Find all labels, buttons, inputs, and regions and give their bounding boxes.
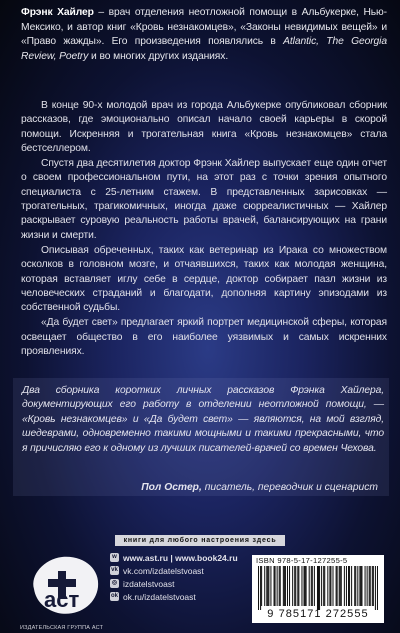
barcode-digits: 9 785171 272555 bbox=[267, 608, 369, 620]
isbn-barcode bbox=[252, 555, 384, 623]
bio-tail: и во многих других изданиях. bbox=[88, 50, 229, 62]
instagram-icon: ◎ bbox=[111, 580, 118, 586]
book-description bbox=[21, 99, 387, 360]
barcode-bars bbox=[258, 566, 378, 610]
vk-row bbox=[110, 564, 238, 577]
vk-link[interactable]: vk.com/izdatelstvoast bbox=[123, 565, 204, 576]
bio-text: – врач отделения неотложной помощи в Альбукерке, Нью-Мексико, и автор книг «Кровь незнакомцев», «Законы невидимых вещей» и «Право жажды». Его произведения появлялись в bbox=[21, 7, 387, 48]
sites-link[interactable]: www.ast.ru | www.book24.ru bbox=[123, 552, 238, 563]
review-quote: Два сборника коротких личных рассказов Фрэнка Хайлера, документирующих его работу в отделении неотложной помощи, — «Кровь незнакомцев» и «Да будет свет» — являются, на мой взгляд, шедеврами, одновременно такими мощными и такими прекрасными, что я причисляю его к одному из лучших писателей-врачей со времен Чехова. bbox=[22, 385, 384, 454]
instagram-row bbox=[110, 577, 238, 590]
ok-icon: ok bbox=[110, 593, 118, 599]
publisher-links bbox=[110, 551, 238, 603]
vk-icon: vk bbox=[111, 567, 118, 573]
quote-attribution bbox=[141, 482, 378, 493]
description-paragraph: «Да будет свет» предлагает яркий портрет медицинской сферы, которая освещает общество в его наиболее уязвимых и самых искренних проявлениях. bbox=[21, 317, 387, 358]
ok-link[interactable]: ok.ru/izdatelstvoast bbox=[123, 591, 196, 602]
publisher-name: ИЗДАТЕЛЬСКАЯ ГРУППА АСТ bbox=[20, 625, 104, 631]
sites-row bbox=[110, 551, 238, 564]
author-bio bbox=[21, 6, 387, 64]
bio-publications: Atlantic, The Georgia Review, Poetry bbox=[21, 36, 387, 62]
author-name: Фрэнк Хайлер bbox=[21, 7, 94, 18]
description-paragraph: Описывая обреченных, таких как ветеринар из Ирака со множеством осколков в головном мозге, и отчаявшихся, таких как молодая женщина, которая вставляет иглу себе в сердце, доктор собирает пазл жизни из человеческих страданий и благодати, дополняя картину эпизодами из собственной судьбы. bbox=[21, 244, 387, 314]
description-paragraph: Спустя два десятилетия доктор Фрэнк Хайлер выпускает еще один отчет о своем профессиональном пути, на этот раз с точки зрения опытного специалиста с 25-летним стажем. В представленных зарисовках — трогательных, трагикомичных, иногда даже сюрреалистичных — Хайлер раскрывает суровую реальность работы врачей, балансирующих на грани жизни и смерти. bbox=[21, 158, 387, 241]
logo-text: аст bbox=[44, 587, 80, 612]
quote-author-name: Пол Остер, bbox=[141, 482, 202, 493]
description-paragraph: В конце 90-х молодой врач из города Альбукерке опубликовал сборник рассказов, где эмоционально описал начало своей карьеры в скорой помощи. Искренняя и трогательная книга «Кровь незнакомцев» стала бестселлером. bbox=[21, 100, 387, 154]
isbn-number: ISBN 978-5-17-127255-5 bbox=[256, 556, 348, 565]
instagram-link[interactable]: izdatelstvoast bbox=[123, 578, 175, 589]
quote-author-role: писатель, переводчик и сценарист bbox=[201, 482, 378, 493]
publisher-slogan: книги для любого настроения здесь bbox=[115, 535, 285, 546]
www-icon: w bbox=[110, 553, 119, 562]
ast-logo bbox=[26, 545, 106, 625]
ok-row bbox=[110, 590, 238, 603]
